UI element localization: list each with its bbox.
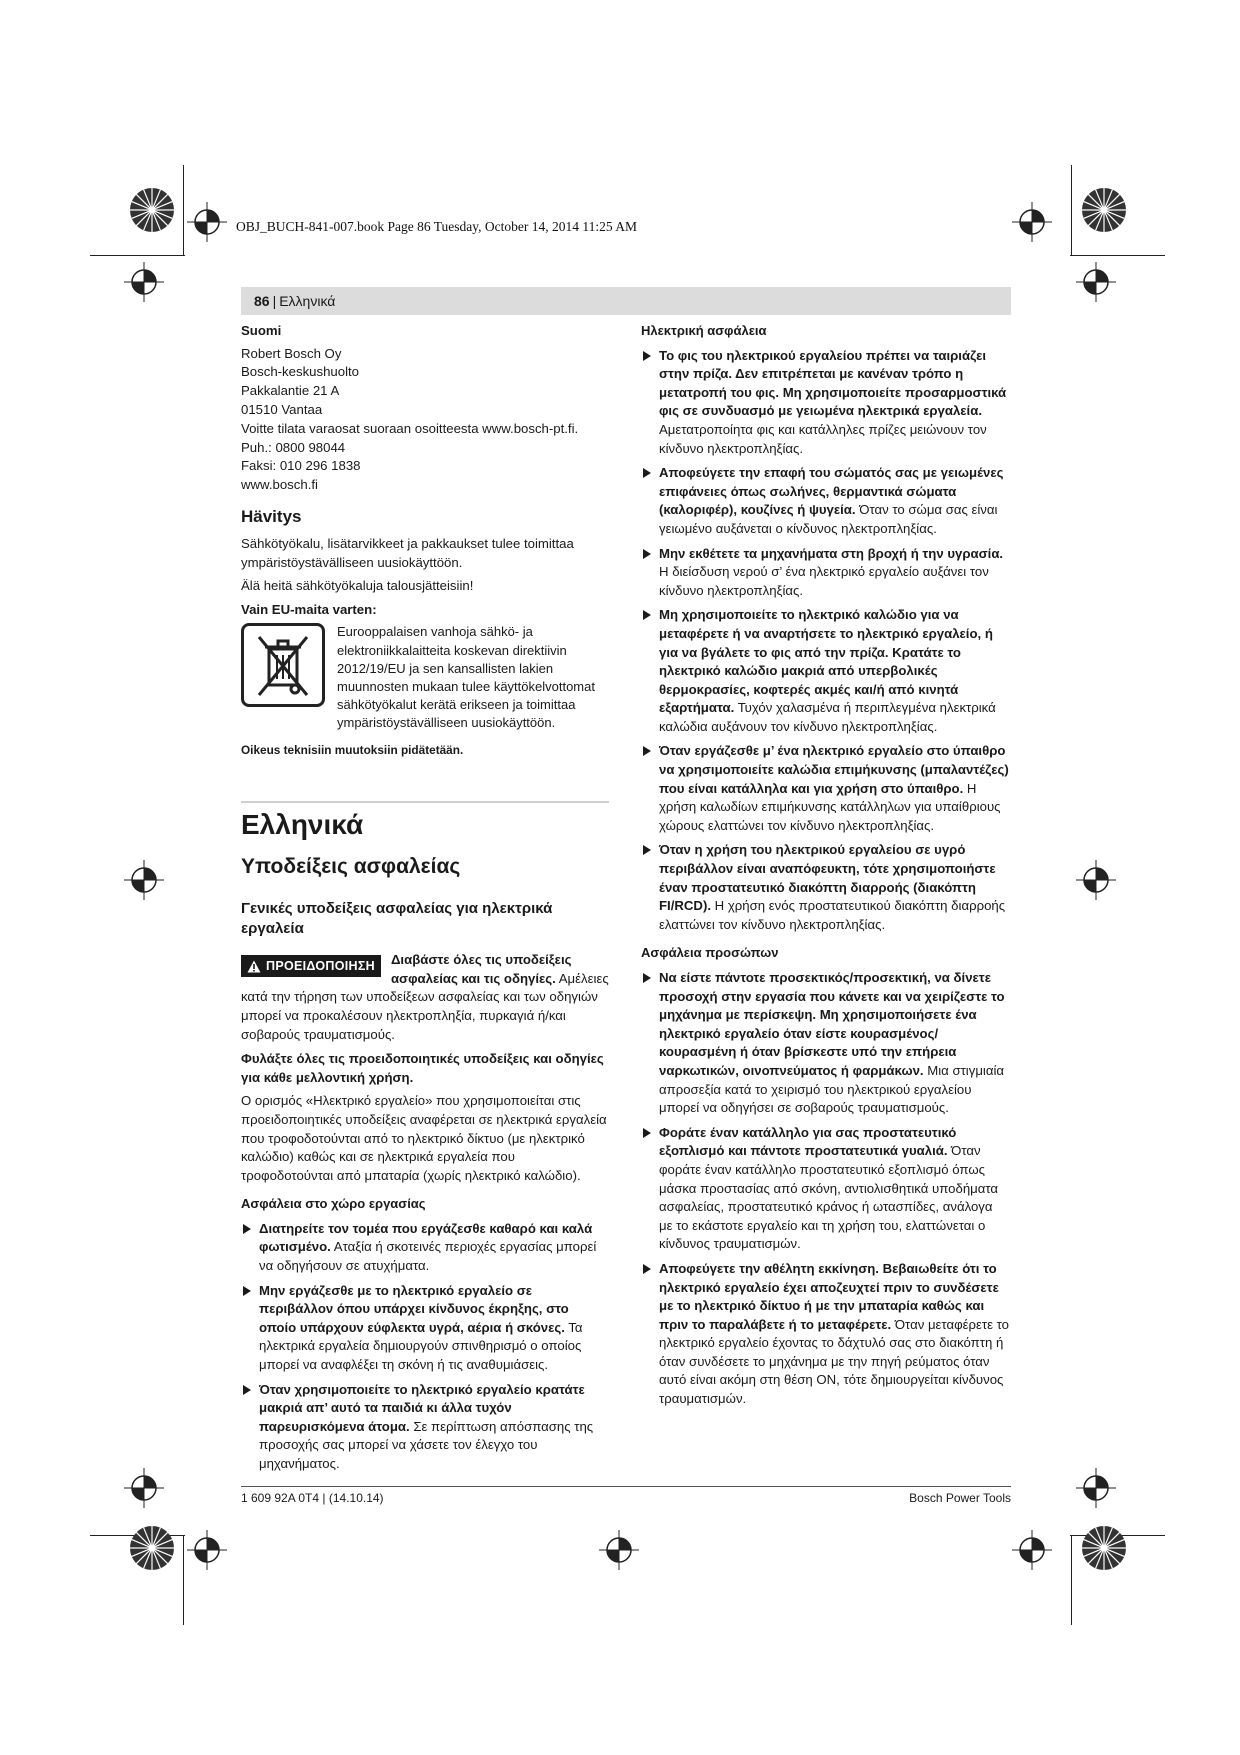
general-safety-title: Γενικές υποδείξεις ασφαλείας για ηλεκτρικά εργαλεία xyxy=(241,900,553,938)
page-number: 86 xyxy=(254,293,270,309)
item-bold: Όταν εργάζεσθε μ’ ένα ηλεκτρικό εργαλείο στο ύπαιθρο να χρησιμοποιείτε καλώδια επιμήκυνσης (μπαλαντέζες) που είναι κατάλληλα και για χρήση στο ύπαιθρο. xyxy=(659,743,1009,796)
right-column xyxy=(641,322,1009,1415)
color-rosette-icon xyxy=(1080,1524,1128,1572)
list-item xyxy=(641,1124,1009,1254)
list-item xyxy=(241,1381,609,1474)
address-line: 01510 Vantaa xyxy=(241,401,323,417)
list-item xyxy=(641,347,1009,459)
book-info-line: OBJ_BUCH-841-007.book Page 86 Tuesday, October 14, 2014 11:25 AM xyxy=(236,219,637,234)
crop-mark-target-icon xyxy=(187,202,227,242)
color-rosette-icon xyxy=(1080,186,1128,234)
crop-mark-target-icon xyxy=(124,860,164,900)
address-line: www.bosch.fi xyxy=(241,477,318,493)
address-line: Robert Bosch Oy xyxy=(241,345,342,361)
crop-mark-target-icon xyxy=(1012,202,1052,242)
list-item xyxy=(641,742,1009,835)
item-text: Η χρήση καλωδίων επιμήκυνσης κατάλληλων για υπαίθριους χώρους ελαττώνει τον κίνδυνο ηλεκτροπληξίας. xyxy=(659,780,1001,833)
electrical-heading: Ηλεκτρική ασφάλεια xyxy=(641,323,767,338)
address-line: Pakkalantie 21 A xyxy=(241,383,340,399)
item-text: Μια στιγμιαία απροσεξία κατά το χειρισμό του ηλεκτρικού εργαλείου μπορεί να οδηγήσει σε σοβαρούς τραυματισμούς. xyxy=(659,1062,1005,1116)
list-item xyxy=(641,969,1009,1118)
greek-title: Ελληνικά xyxy=(241,809,364,841)
footer-brand: Bosch Power Tools xyxy=(909,1491,1011,1505)
item-bold: Διατηρείτε τον τομέα που εργάζεσθε καθαρό και καλά φωτισμένο. xyxy=(259,1220,593,1255)
term-paragraph: Ο ορισμός «Ηλεκτρικό εργαλείο» που χρησιμοποιείται στις προειδοποιητικές υποδείξεις αναφέρεται σε ηλεκτρικά εργαλεία που τροφοδοτούνται από το ηλεκτρικό δίκτυο (με ηλεκτρικό καλώδιο) καθώς και σε ηλεκτρικά εργαλεία που τροφοδοτούνται από μπαταρία (χωρίς ηλεκτρικό καλώδιο). xyxy=(241,1093,607,1183)
crop-mark-target-icon xyxy=(1076,1468,1116,1508)
item-text: Η διείσδυση νερού σ’ ένα ηλεκτρικό εργαλείο αυξάνει τον κίνδυνο ηλεκτροπληξίας. xyxy=(659,564,989,598)
crop-mark-target-icon xyxy=(1076,860,1116,900)
crop-mark-target-icon xyxy=(599,1530,639,1570)
item-bold: Φοράτε έναν κατάλληλο για σας προστατευτικό εξοπλισμό και πάντοτε προστατευτικά γυαλιά. xyxy=(659,1124,957,1159)
footer-doc-number: 1 609 92A 0T4 | (14.10.14) xyxy=(241,1491,384,1505)
havitys-paragraph: Sähkötyökalu, lisätarvikkeet ja pakkaukset tulee toimittaa ympäristöystävälliseen uusiokäyttöön. xyxy=(241,535,574,570)
havitys-heading: Hävitys xyxy=(241,506,302,526)
color-rosette-icon xyxy=(128,1524,176,1572)
crop-mark-target-icon xyxy=(124,262,164,302)
rights-notice: Oikeus teknisiin muutoksiin pidätetään. xyxy=(241,742,464,757)
item-text: Όταν το σώμα σας είναι γειωμένο αυξάνεται ο κίνδυνος ηλεκτροπληξίας. xyxy=(659,502,998,536)
item-text: Όταν μεταφέρετε το ηλεκτρικό εργαλείο έχοντας το δάχτυλό σας στο διακόπτη ή όταν συνδέσετε το μηχάνημα με την πηγή ρεύματος όταν αυτό είναι ακόμη στη θέση ON, τότε δημιουργείται κίνδυνος τραυματισμών. xyxy=(659,1316,1009,1407)
list-item xyxy=(641,545,1009,601)
keep-instructions: Φυλάξτε όλες τις προειδοποιητικές υποδείξεις και οδηγίες για κάθε μελλοντική χρήση. xyxy=(241,1051,604,1085)
eu-directive-text: Eurooppalaisen vanhoja sähkö- ja elektroniikkalaitteita koskevan direktiivin 2012/19/EU ja sen kansallisten lakien muunnosten mukaan tulee käyttökelvottomat sähkötyökalut kerätä erikseen ja toimittaa ympäristöystävälliseen uusiokäyttöön. xyxy=(337,624,595,731)
eu-heading: Vain EU-maita varten: xyxy=(241,601,377,617)
list-item xyxy=(241,1282,609,1375)
header-language: Ελληνικά xyxy=(279,293,336,309)
crop-mark xyxy=(1071,1535,1072,1625)
crop-mark xyxy=(1071,165,1072,255)
item-bold: Όταν χρησιμοποιείτε το ηλεκτρικό εργαλείο κρατάτε μακριά απ’ αυτό τα παιδιά κι άλλα τυχόν παρευρισκόμενα άτομα. xyxy=(259,1381,585,1434)
warning-triangle-icon xyxy=(247,960,261,973)
item-bold: Όταν η χρήση του ηλεκτρικού εργαλείου σε υγρό περιβάλλον είναι αναπόφευκτη, τότε χρησιμοποιήστε έναν προστατευτικό διακόπτη διαρροής (διακόπτη FI/RCD). xyxy=(659,842,996,914)
warning-label: ΠΡΟΕΙΔΟΠΟΙΗΣΗ xyxy=(266,959,375,974)
color-rosette-icon xyxy=(128,186,176,234)
running-header xyxy=(241,287,1011,315)
weee-block xyxy=(241,623,609,732)
address-line: Voitte tilata varaosat suoraan osoitteesta www.bosch-pt.fi. xyxy=(241,420,579,436)
warning-block xyxy=(241,951,609,1044)
section-divider xyxy=(241,801,609,803)
list-item xyxy=(641,841,1009,934)
warning-text: Αμέλειες κατά την τήρηση των υποδείξεων ασφαλείας και των οδηγιών μπορεί να προκαλέσουν ηλεκτροπληξία, πυρκαγιά ή/και σοβαρούς τραυματισμούς. xyxy=(241,970,609,1042)
suomi-heading: Suomi xyxy=(241,323,282,338)
item-text: Τυχόν χαλασμένα ή περιπλεγμένα ηλεκτρικά καλώδια αυξάνουν τον κίνδυνο ηλεκτροπληξίας. xyxy=(659,700,996,734)
list-item xyxy=(641,1260,1009,1409)
address-line: Faksi: 010 296 1838 xyxy=(241,458,361,474)
item-text: Αταξία ή σκοτεινές περιοχές εργασίας μπορεί να οδηγήσουν σε ατυχήματα. xyxy=(259,1239,597,1274)
personal-heading: Ασφάλεια προσώπων xyxy=(641,945,779,961)
address-line: Bosch-keskushuolto xyxy=(241,364,360,380)
crop-mark-target-icon xyxy=(124,1468,164,1508)
list-item xyxy=(641,464,1009,538)
item-bold: Να είστε πάντοτε προσεκτικός/προσεκτική, να δίνετε προσοχή στην εργασία που κάνετε και να χειρίζεστε το μηχάνημα με περίσκεψη. Μη χρησιμοποιήσετε ένα ηλεκτρικό εργαλείο όταν είστε κουρασμένος/κουρασμένη ή όταν βρίσκεστε υπό την επήρεια ναρκωτικών, οινοπνεύματος ή φαρμάκων. xyxy=(659,970,1005,1078)
left-column xyxy=(241,322,609,1480)
header-separator: | xyxy=(272,293,277,309)
item-bold: Αποφεύγετε την αθέλητη εκκίνηση. Βεβαιωθείτε ότι το ηλεκτρικό εργαλείο έχει αποζευχτεί πριν το συνδέσετε με το ηλεκτρικό δίκτυο ή με την μπαταρία καθώς και πριν το παραλάβετε ή το μεταφέρετε. xyxy=(659,1260,999,1332)
item-bold: Αποφεύγετε την επαφή του σώματός σας με γειωμένες επιφάνειες όπως σωλήνες, θερμαντικά σώματα (καλοριφέρ), κουζίνες ή ψυγεία. xyxy=(659,465,1004,518)
personal-list xyxy=(641,969,1009,1409)
item-bold: Μη χρησιμοποιείτε το ηλεκτρικό καλώδιο για να μεταφέρετε ή να αναρτήσετε το ηλεκτρικό εργαλείο, ή για να βγάλετε το φις από την πρίζα. Κρατάτε το ηλεκτρικό καλώδιο μακριά από υπερβολικές θερμοκρασίες, κοφτερές ακμές και/ή από κινητά εξαρτήματα. xyxy=(659,607,993,716)
suomi-address xyxy=(241,345,609,495)
crop-mark xyxy=(90,255,185,256)
footer-rule xyxy=(241,1486,1011,1487)
crop-mark xyxy=(183,165,184,255)
crop-mark xyxy=(183,1535,184,1625)
address-line: Puh.: 0800 98044 xyxy=(241,439,346,455)
crop-mark-target-icon xyxy=(1012,1530,1052,1570)
crop-mark xyxy=(1070,255,1165,256)
work-area-heading: Ασφάλεια στο χώρο εργασίας xyxy=(241,1196,426,1212)
electrical-list xyxy=(641,347,1009,935)
crossed-out-wheelie-bin-icon xyxy=(241,623,325,707)
item-text: Η χρήση ενός προστατευτικού διακόπτη διαρροής ελαττώνει τον κίνδυνο ηλεκτροπληξίας. xyxy=(659,898,1006,932)
item-text: Σε περίπτωση απόσπασης της προσοχής σας μπορεί να χάσετε τον έλεγχο του μηχανήματος. xyxy=(259,1418,594,1471)
crop-mark-target-icon xyxy=(1076,262,1116,302)
havitys-warning: Älä heitä sähkötyökaluja talousjätteisiin! xyxy=(241,578,474,594)
list-item xyxy=(641,606,1009,736)
warning-badge xyxy=(241,955,381,977)
crop-mark-target-icon xyxy=(187,1530,227,1570)
item-bold: Μην εργάζεσθε με το ηλεκτρικό εργαλείο σε περιβάλλον όπου υπάρχει κίνδυνος έκρηξης, στο οποίο υπάρχουν εύφλεκτα υγρά, αέρια ή σκόνες. xyxy=(259,1282,569,1335)
safety-title: Υποδείξεις ασφαλείας xyxy=(241,855,461,879)
item-text: Όταν φοράτε έναν κατάλληλο προστατευτικό εξοπλισμό όπως μάσκα προστασίας από σκόνη, αντιολισθητικά υποδήματα ασφαλείας, προστατευτικό κράνος ή ωτασπίδες, ανάλογα με το εκάστοτε εργαλείο και τη χρήση του, ελαττώνεται ο κίνδυνος τραυματισμών. xyxy=(659,1143,999,1252)
work-area-list xyxy=(241,1220,609,1474)
warning-bold-text: Διαβάστε όλες τις υποδείξεις ασφαλείας και τις οδηγίες. xyxy=(390,952,572,986)
item-text: Αμετατροποίητα φις και κατάλληλες πρίζες μειώνουν τον κίνδυνο ηλεκτροπληξίας. xyxy=(659,421,987,456)
item-bold: Μην εκθέτετε τα μηχανήματα στη βροχή ή την υγρασία. xyxy=(659,545,1004,561)
item-text: Τα ηλεκτρικά εργαλεία δημιουργούν σπινθηρισμό ο οποίος μπορεί να αναφλέξει τη σκόνη ή τις αναθυμιάσεις. xyxy=(259,1319,583,1373)
item-bold: Το φις του ηλεκτρικού εργαλείου πρέπει να ταιριάζει στην πρίζα. Δεν επιτρέπεται με κανέναν τρόπο η μετατροπή του φις. Μη χρησιμοποιείτε προσαρμοστικά φις σε συνδυασμό με γειωμένα ηλεκτρικά εργαλεία. xyxy=(659,347,1007,419)
list-item xyxy=(241,1220,609,1276)
